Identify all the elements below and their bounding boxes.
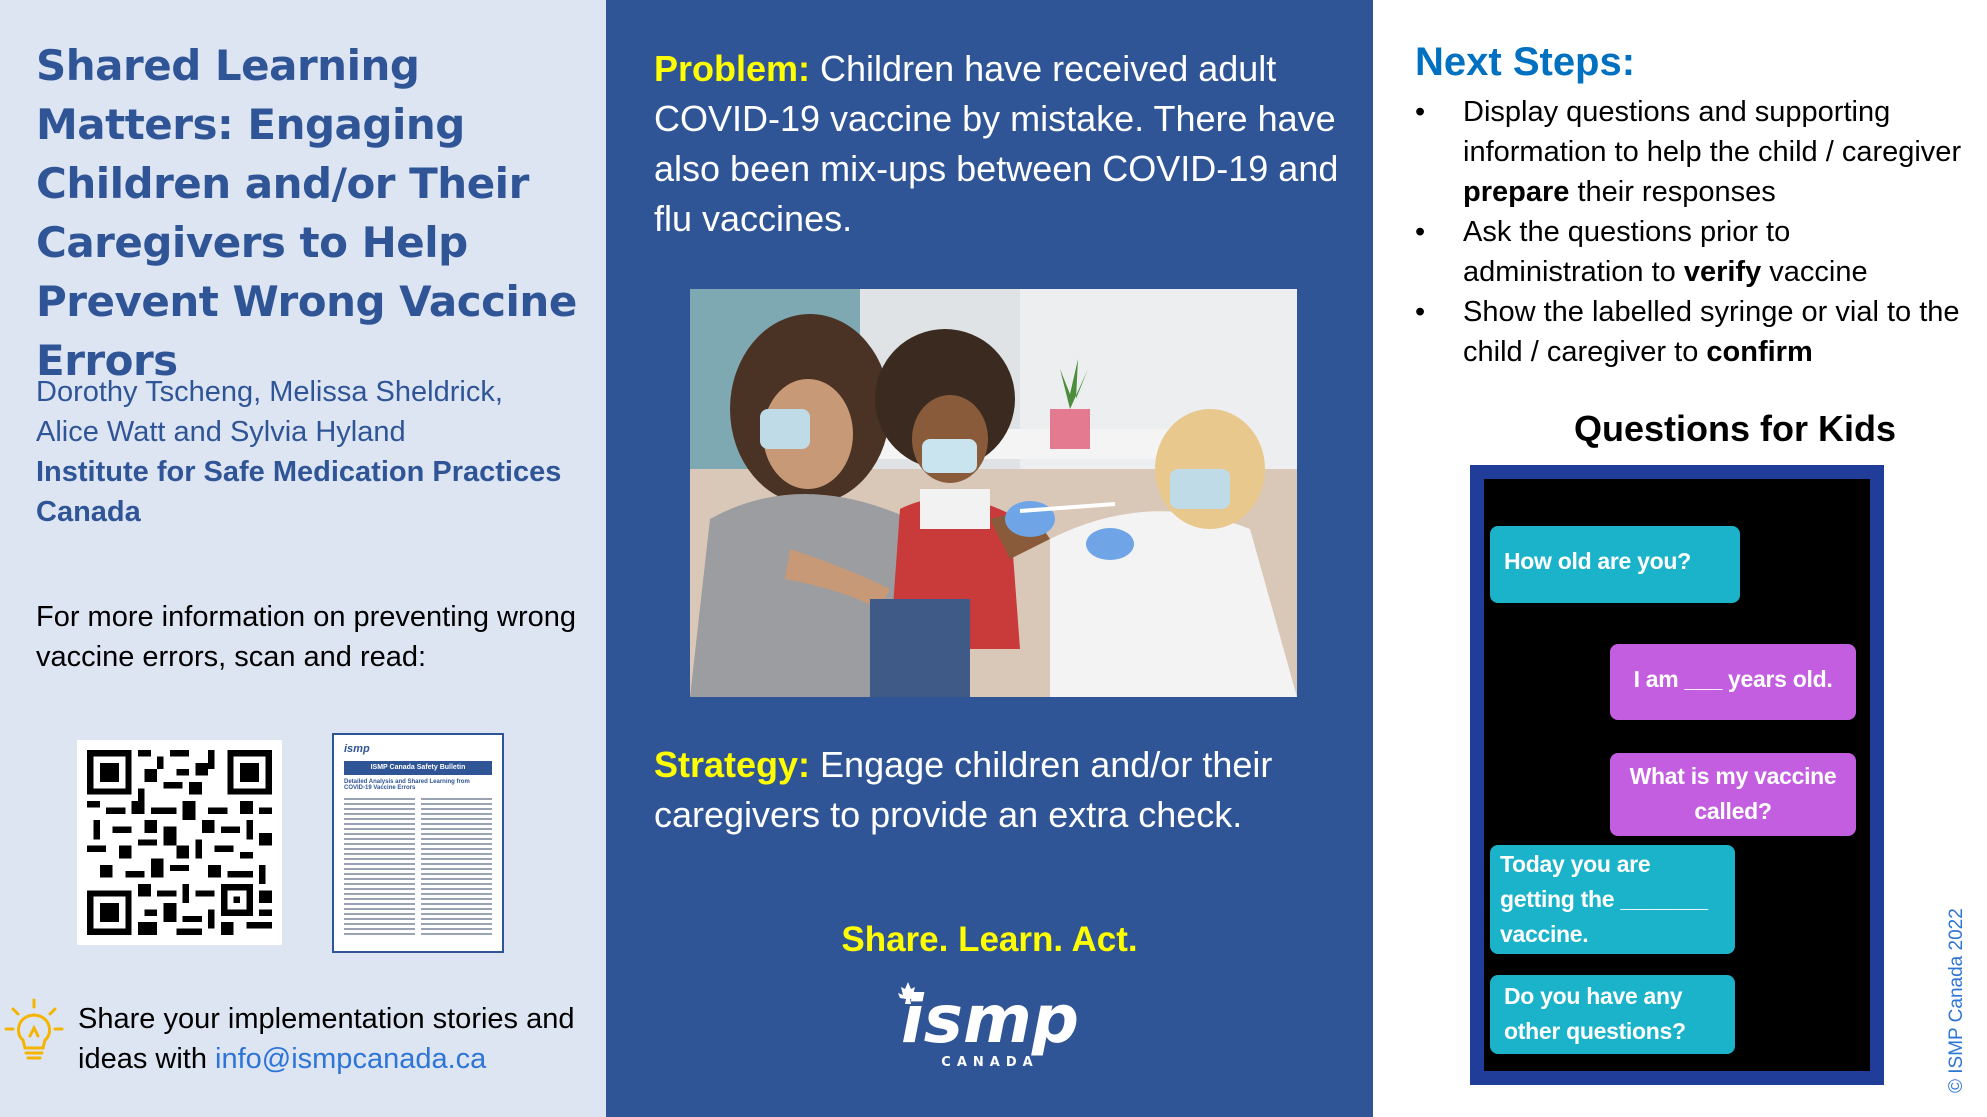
- bullet: •: [1415, 96, 1426, 128]
- step-text: Show the labelled syringe or vial to the child / caregiver to: [1463, 296, 1960, 368]
- next-step-item: [1415, 292, 1975, 372]
- ismp-logo-text: ismp: [901, 981, 1079, 1058]
- share-text: [78, 999, 603, 1079]
- step-bold: verify: [1683, 256, 1762, 288]
- vaccination-photo: [690, 289, 1297, 697]
- phone-chat-mockup: [1470, 465, 1884, 1085]
- share-text-body: Share your implementation stories and ideas with: [78, 1003, 575, 1075]
- tagline: Share. Learn. Act.: [841, 920, 1138, 959]
- next-step-item: [1415, 212, 1975, 292]
- bulletin-subtitle: Detailed Analysis and Shared Learning from COVID-19 Vaccine Errors: [344, 779, 470, 791]
- step-text-end: their responses: [1569, 176, 1776, 208]
- authors-line-2: Alice Watt and Sylvia Hyland: [36, 416, 406, 448]
- step-text: Display questions and supporting information to help the child / caregiver: [1463, 96, 1962, 168]
- problem-statement: [654, 44, 1344, 244]
- strategy-statement: [654, 740, 1344, 840]
- problem-text: Children have received adult COVID-19 vaccine by mistake. There have also been mix-ups between COVID-19 and flu vaccines.: [654, 48, 1339, 239]
- copyright-notice: © ISMP Canada 2022: [1946, 908, 1967, 1093]
- more-info-text: For more information on preventing wrong vaccine errors, scan and read:: [36, 601, 576, 673]
- step-text-end: vaccine: [1761, 256, 1868, 288]
- contact-email-link[interactable]: info@ismpcanada.ca: [215, 1043, 487, 1075]
- questions-for-kids-title: Questions for Kids: [1573, 408, 1897, 449]
- poster-title: Shared Learning Matters: Engaging Children and/or Their Caregivers to Help Prevent Wrong Vaccine Errors: [36, 41, 577, 385]
- ismp-logo-subtext: CANADA: [941, 1055, 1039, 1070]
- next-step-item: [1415, 92, 1975, 212]
- authors-block: [36, 372, 596, 532]
- next-steps-list: [1415, 92, 1975, 372]
- chat-bubble-age-answer: I am ___ years old.: [1610, 644, 1856, 720]
- organization-name: Institute for Safe Medication Practices Canada: [36, 456, 562, 528]
- bulletin-logo: ismp: [344, 743, 370, 755]
- bulletin-title-bar: ISMP Canada Safety Bulletin: [344, 761, 492, 775]
- bulletin-body-lines: [344, 795, 492, 938]
- chat-bubble-age-question: How old are you?: [1490, 526, 1740, 603]
- bullet: •: [1415, 216, 1426, 248]
- chat-bubble-vaccine-answer: Today you are getting the _______ vaccine.: [1490, 845, 1735, 954]
- step-text: Ask the questions prior to administration to: [1463, 216, 1791, 288]
- chat-bubble-vaccine-question: What is my vaccine called?: [1610, 753, 1856, 836]
- step-bold: confirm: [1706, 336, 1813, 368]
- lightbulb-icon: [4, 998, 64, 1066]
- bullet: •: [1415, 296, 1426, 328]
- problem-label: Problem:: [654, 48, 811, 89]
- next-steps-title: Next Steps:: [1415, 40, 1636, 84]
- step-bold: prepare: [1463, 176, 1570, 208]
- strategy-text: Engage children and/or their caregivers to provide an extra check.: [654, 744, 1273, 835]
- left-panel: [0, 0, 606, 1117]
- bulletin-header: [344, 743, 492, 755]
- ismp-canada-logo: [890, 980, 1090, 1080]
- authors-line-1: Dorothy Tscheng, Melissa Sheldrick,: [36, 376, 503, 408]
- qr-code-icon[interactable]: [77, 740, 282, 945]
- strategy-label: Strategy:: [654, 744, 811, 785]
- chat-bubble-other-questions: Do you have any other questions?: [1490, 975, 1735, 1054]
- bulletin-thumbnail[interactable]: [332, 733, 504, 953]
